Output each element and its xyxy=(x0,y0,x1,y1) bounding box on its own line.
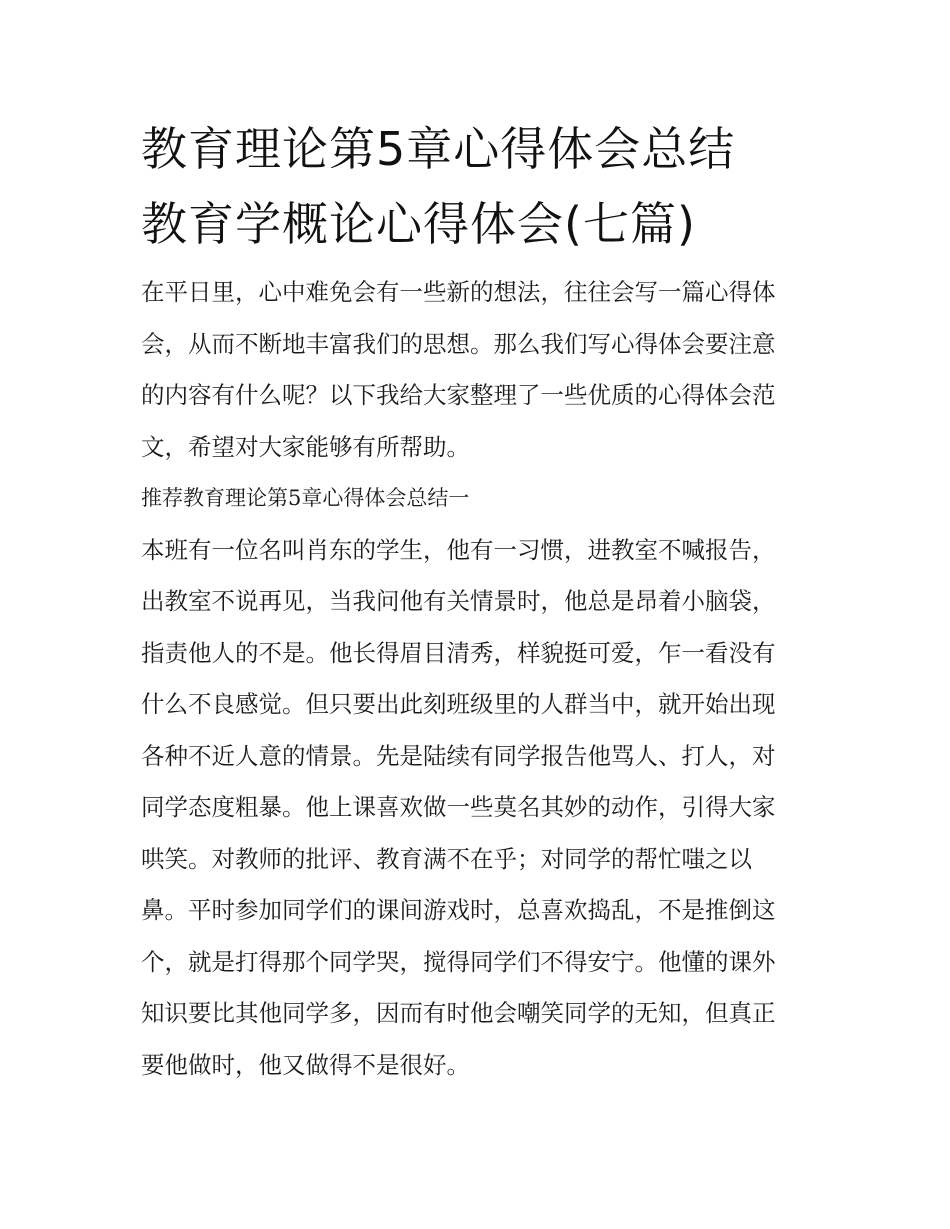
body-line: 出教室不说再见，当我问他有关情景时，他总是昂着小脑袋， xyxy=(141,587,776,615)
intro-line: 在平日里，心中难免会有一些新的想法，往往会写一篇心得体 xyxy=(141,278,776,306)
intro-line: 会，从而不断地丰富我们的思想。那么我们写心得体会要注意 xyxy=(141,329,776,358)
body-line: 要他做时，他又做得不是很好。 xyxy=(141,1050,470,1079)
document-page xyxy=(141,112,813,1091)
intro-line: 文，希望对大家能够有所帮助。 xyxy=(141,432,470,461)
section-heading: 推荐教育理论第5章心得体会总结一 xyxy=(141,486,470,510)
body-paragraph xyxy=(141,525,813,1092)
body-line: 个，就是打得那个同学哭，搅得同学们不得安宁。他懂的课外 xyxy=(141,947,776,976)
body-line: 什么不良感觉。但只要出此刻班级里的人群当中，就开始出现 xyxy=(141,690,776,718)
title-line-2: 教育学概论心得体会(七篇) xyxy=(141,197,696,251)
body-line: 各种不近人意的情景。先是陆续有同学报告他骂人、打人，对 xyxy=(141,741,776,770)
intro-line: 的内容有什么呢？以下我给大家整理了一些优质的心得体会范 xyxy=(141,381,776,409)
body-line: 指责他人的不是。他长得眉目清秀，样貌挺可爱，乍一看没有 xyxy=(141,638,776,667)
intro-paragraph xyxy=(141,267,813,473)
body-line: 鼻。平时参加同学们的课间游戏时，总喜欢捣乱，不是推倒这 xyxy=(141,896,776,924)
document-title xyxy=(141,112,813,262)
body-line: 本班有一位名叫肖东的学生，他有一习惯，进教室不喊报告， xyxy=(141,535,776,564)
body-line: 同学态度粗暴。他上课喜欢做一些莫名其妙的动作，引得大家 xyxy=(141,793,776,821)
body-line: 哄笑。对教师的批评、教育满不在乎；对同学的帮忙嗤之以 xyxy=(141,844,752,873)
title-line-1: 教育理论第5章心得体会总结 xyxy=(141,122,736,176)
body-line: 知识要比其他同学多，因而有时他会嘲笑同学的无知，但真正 xyxy=(141,999,776,1027)
